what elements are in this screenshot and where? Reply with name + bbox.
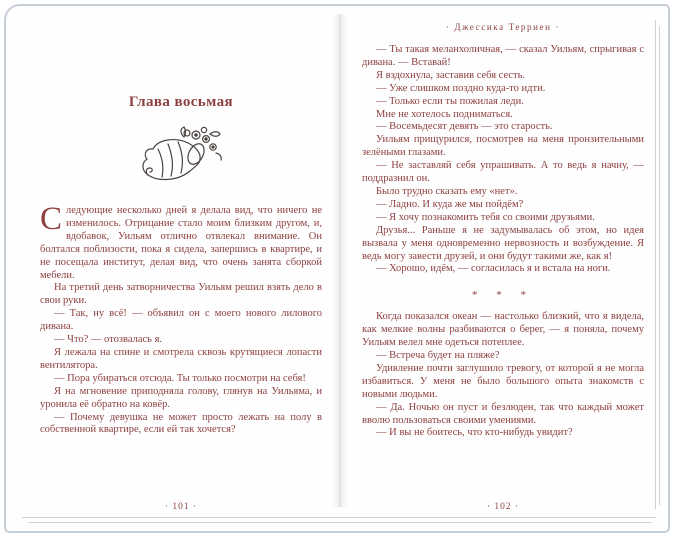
- paragraph: — Что? — отозвалась я.: [54, 334, 163, 346]
- paragraph: Было трудно сказать ему «нет».: [376, 185, 518, 197]
- paragraph: Удивление почти заглушило тревогу, от которой я не могла избавиться. У меня не было большого опыта знакомств с новыми людьми.: [362, 362, 644, 400]
- running-header: · Джессика Терриен ·: [445, 22, 560, 32]
- page-edge-line: [22, 517, 656, 518]
- opening-text: ледующие несколько дней я делала вид, что ничего не изменилось. Отрицание стало моим близким другом, и, вдобавок, Уильям отлично отвлекал внимание. Он болтался поблизости, пока я сидела, запершись в квартире, и не посещала институт, делая вид, что очень занята сборкой мебели.: [40, 205, 322, 281]
- paragraph: Мне не хотелось подниматься.: [376, 108, 513, 120]
- paragraph: Друзья... Раньше я не задумывалась об этом, но идея вызвала у меня одновременно нервозность и возбуждение. Я ведь могу завести друзей, и они будут такими же, как я!: [362, 224, 644, 262]
- paragraph: Я лежала на спине и смотрела сквозь крутящиеся лопасти вентилятора.: [40, 346, 322, 371]
- paragraph: — Встреча будет на пляже?: [376, 350, 500, 362]
- paragraph: Я вздохнула, заставив себя сесть.: [376, 69, 526, 81]
- paragraph: Когда показался океан — настолько близкий, что я видела, как мелкие волны разбиваются о берег, — я поняла, почему Уильям велел мне одеться потеплее.: [362, 311, 644, 349]
- paragraph: Уильям прищурился, посмотрев на меня пронзительными зелёными глазами.: [362, 134, 644, 159]
- paragraph: — Хорошо, идём, — согласилась я и встала на ноги.: [376, 263, 611, 275]
- paragraph: — Ладно. И куда же мы пойдём?: [376, 198, 524, 210]
- left-page: [40, 20, 322, 516]
- paragraph: — Пора убираться отсюда. Ты только посмотри на себя!: [54, 372, 306, 384]
- paragraph: — Только если ты пожилая леди.: [376, 95, 524, 107]
- paragraph: Я на мгновение приподняла голову, глянув на Уильяма, и уронила её обратно на ковёр.: [40, 385, 322, 410]
- book-frame: [4, 4, 670, 533]
- page-number-right: · 102 ·: [486, 502, 520, 512]
- paragraph: — Уже слишком поздно куда-то идти.: [376, 82, 546, 94]
- paragraph: — Ты такая меланхоличная, — сказал Уильям, спрыгивая с дивана. — Вставай!: [362, 44, 644, 68]
- section-break: * * *: [472, 289, 534, 302]
- drop-cap: С: [40, 201, 63, 237]
- page-edge-line: [28, 522, 652, 523]
- paragraph: На третий день затворничества Уильям решил взять дело в свои руки.: [40, 282, 322, 307]
- chapter-title: Глава восьмая: [128, 94, 234, 110]
- paragraph: — Не заставляй себя упрашивать. А то ведь я начну, — поддразнил он.: [362, 160, 644, 185]
- paragraph: — Почему девушка не может просто лежать на полу в собственной квартире, если ей так хочется?: [40, 411, 322, 436]
- paragraph: — Так, ну всё! — объявил он с моего нового лилового дивана.: [40, 308, 322, 333]
- page-edge-line: [655, 20, 656, 509]
- right-page: [362, 20, 644, 516]
- paragraph: — И вы не боитесь, что кто-нибудь увидит?: [376, 427, 573, 439]
- paragraph: [40, 201, 322, 282]
- page-edge-line: [659, 26, 660, 505]
- cornucopia-illustration: [138, 125, 224, 185]
- paragraph: — Я хочу познакомить тебя со своими друзьями.: [376, 211, 595, 223]
- paragraph: — Да. Ночью он пуст и безлюден, так что каждый может вволю пользоваться своими умениями.: [362, 401, 644, 426]
- page-number-left: · 101 ·: [164, 502, 198, 512]
- paragraph: — Восемьдесят девять — это старость.: [376, 121, 553, 133]
- page-gutter: [332, 14, 348, 507]
